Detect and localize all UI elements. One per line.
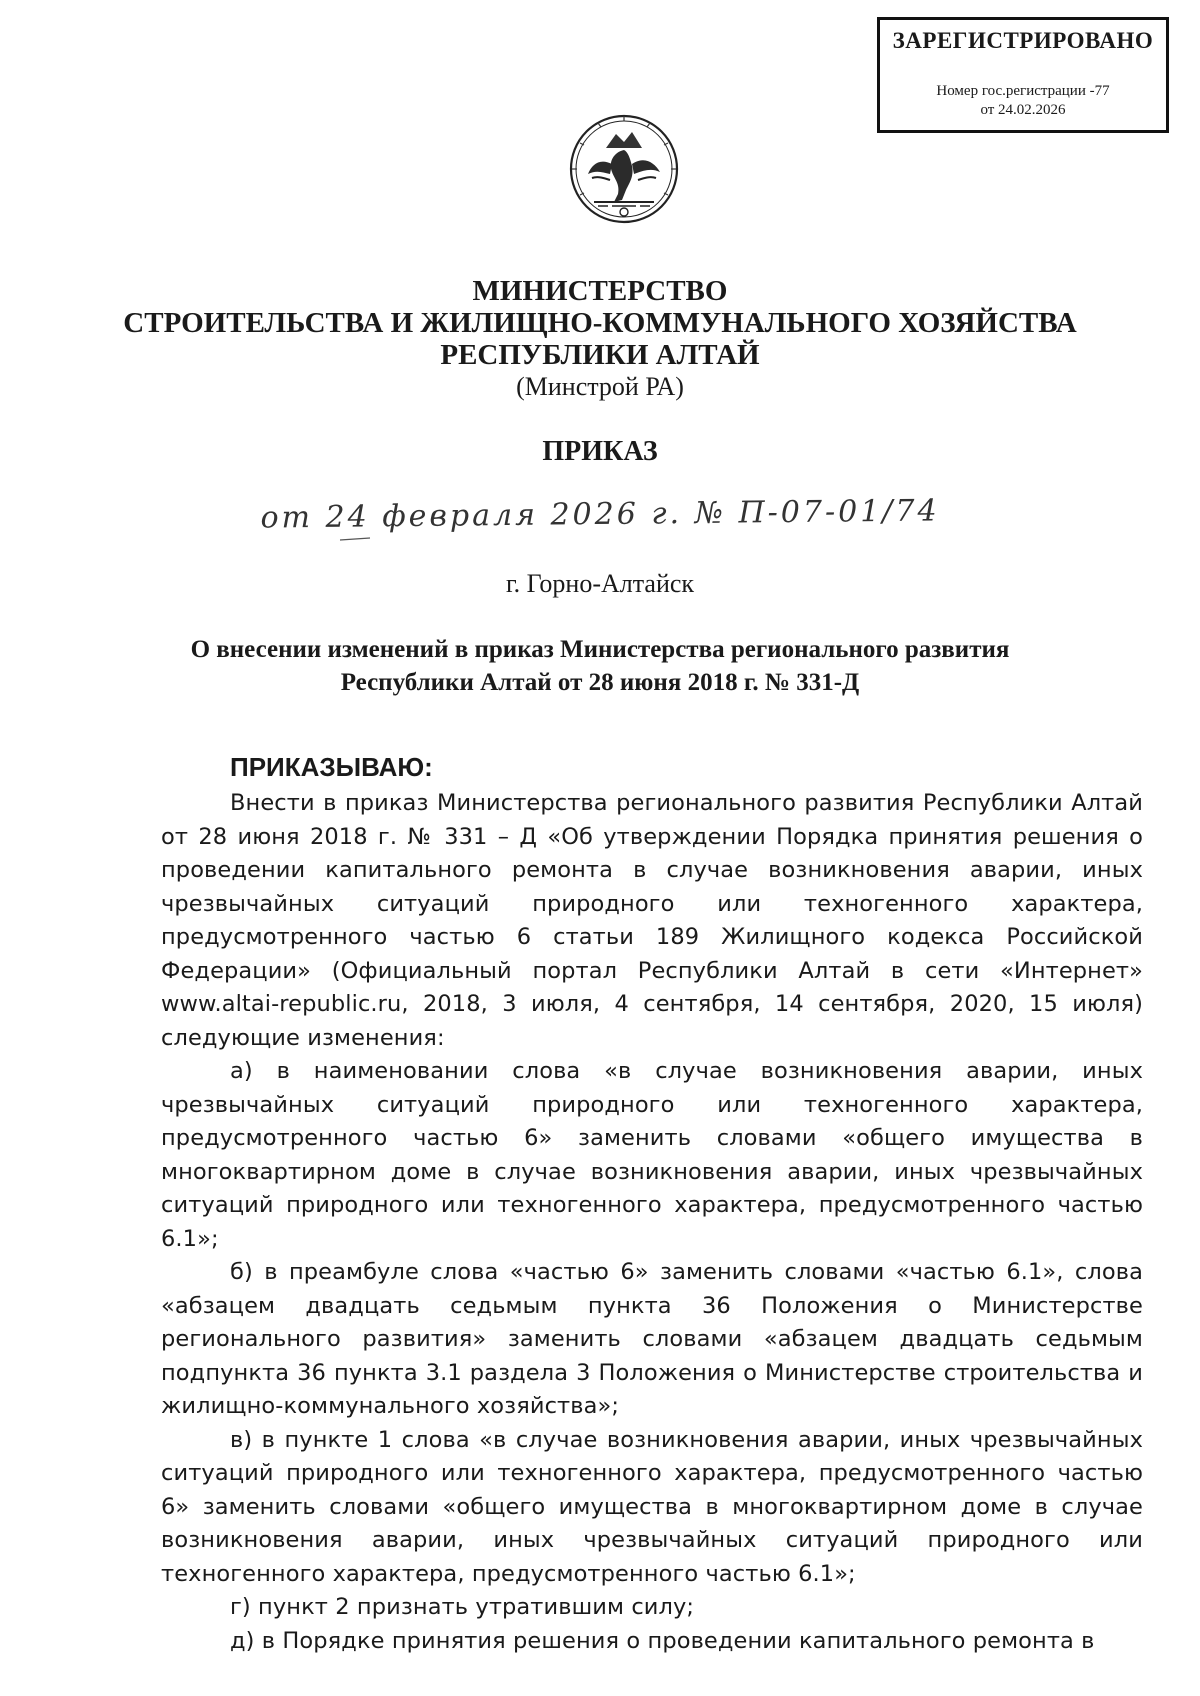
paragraph-item-g: г) пункт 2 признать утратившим силу;: [230, 1594, 695, 1620]
handwritten-date-number: [0, 482, 1200, 542]
paragraph-item-a: а) в наименовании слова «в случае возникновения аварии, иных чрезвычайных ситуаций природного или техногенного характера, предусмотренного частью 6» заменить словами «общего имущества в многоквартирном доме в случае возникновения аварии, иных чрезвычайных ситуаций природного или техногенного характера, предусмотренного частью 6.1»;: [161, 1058, 1143, 1252]
paragraph-intro: Внести в приказ Министерства регионального развития Республики Алтай от 28 июня 2018 г. № 331 – Д «Об утверждении Порядка принятия решения о проведении капитального ремонта в случае возникновения аварии, иных чрезвычайных ситуаций природного или техногенного характера, предусмотренного частью 6 статьи 189 Жилищного кодекса Российской Федерации» (Официальный портал Республики Алтай в сети «Интернет» www.altai-republic.ru, 2018, 3 июля, 4 сентября, 14 сентября, 2020, 15 июля) следующие изменения:: [161, 790, 1143, 1051]
coat-of-arms-icon: [568, 112, 680, 226]
registration-stamp: [877, 17, 1169, 133]
document-body: [161, 787, 1143, 1658]
city: г. Горно-Алтайск: [505, 569, 695, 598]
subject-line1: О внесении изменений в приказ Министерства регионального развития: [190, 636, 1010, 663]
document-type-title: ПРИКАЗ: [542, 436, 658, 467]
paragraph-item-b: б) в преамбуле слова «частью 6» заменить словами «частью 6.1», слова «абзацем двадцать седьмым пункта 36 Положения о Министерстве регионального развития» заменить словами «абзацем двадцать седьмым подпункта 36 пункта 3.1 раздела 3 Положения о Министерстве строительства и жилищно-коммунального хозяйства»;: [161, 1259, 1143, 1419]
paragraph-item-d: д) в Порядке принятия решения о проведении капитального ремонта в: [230, 1627, 1095, 1654]
stamp-registration-number: Номер гос.регистрации -77: [936, 83, 1110, 99]
paragraph-item-v: в) в пункте 1 слова «в случае возникновения аварии, иных чрезвычайных ситуаций природного или техногенного характера, предусмотренного частью 6» заменить словами «общего имущества в многоквартирном доме в случае возникновения аварии, иных чрезвычайных ситуаций природного или техногенного характера, предусмотренного частью 6.1»;: [161, 1426, 1143, 1587]
stamp-title: ЗАРЕГИСТРИРОВАНО: [892, 28, 1154, 53]
order-word: ПРИКАЗЫВАЮ:: [230, 752, 433, 782]
ministry-title-line1: МИНИСТЕРСТВО: [472, 275, 728, 307]
ministry-short-name: (Минстрой РА): [516, 372, 684, 401]
handwritten-text: от 24 февраля 2026 г. № П-07-01/74: [260, 493, 940, 536]
stamp-registration-date: от 24.02.2026: [980, 102, 1066, 118]
ministry-title-line3: РЕСПУБЛИКИ АЛТАЙ: [440, 339, 760, 371]
ministry-title-line2: СТРОИТЕЛЬСТВА И ЖИЛИЩНО-КОММУНАЛЬНОГО ХОЗЯЙСТВА: [123, 307, 1077, 339]
subject-line2: Республики Алтай от 28 июня 2018 г. № 331-Д: [340, 669, 860, 696]
